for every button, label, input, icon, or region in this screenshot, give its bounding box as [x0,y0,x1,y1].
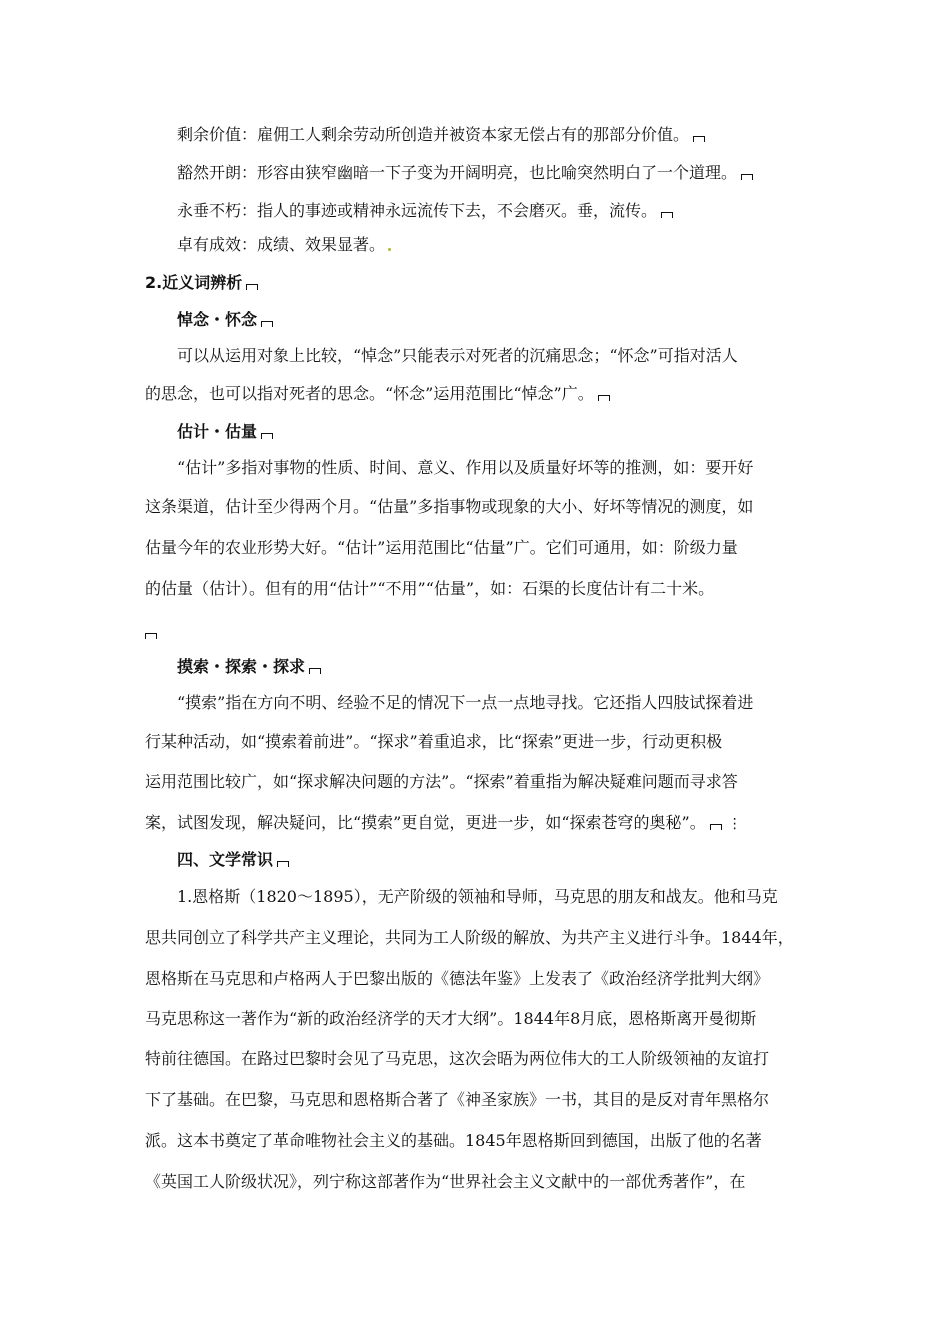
body-line: 的估量（估计）。但有的用“估计”“不用”“估量”，如：石渠的长度估计有二十米。 [145,579,715,598]
paragraph-mark-icon [693,136,705,142]
paragraph-dot-icon [388,248,391,251]
section-heading: 2.近义词辨析 [145,273,258,293]
body-line: 行某种活动，如“摸索着前进”。“探求”着重追求，比“探索”更进一步，行动更积极 [145,732,723,751]
paragraph-mark-icon [710,824,722,830]
paragraph-mark-icon [246,284,258,290]
paragraph-mark-icon [277,861,289,867]
tail-mark: ⋮ [727,816,742,832]
definition-line: 永垂不朽：指人的事迹或精神永远流传下去，不会磨灭。垂，流传。 [177,201,673,221]
paragraph-mark-icon [598,395,610,401]
body-line: 的思念，也可以指对死者的思念。“怀念”运用范围比“悼念”广。 [145,384,610,404]
paragraph-mark-icon [261,433,273,439]
body-line: 估量今年的农业形势大好。“估计”运用范围比“估量”广。它们可通用，如：阶级力量 [145,538,738,557]
section-heading: 四、文学常识 [177,850,289,870]
body-line: 可以从运用对象上比较，“悼念”只能表示对死者的沉痛思念；“怀念”可指对活人 [177,346,738,365]
paragraph-mark-icon [741,174,753,180]
body-line: 下了基础。在巴黎，马克思和恩格斯合著了《神圣家族》一书，其目的是反对青年黑格尔 [145,1090,770,1109]
body-line: 思共同创立了科学共产主义理论，共同为工人阶级的解放、为共产主义进行斗争。1844年， [145,928,794,947]
paragraph-mark-icon [261,321,273,327]
body-line: 恩格斯在马克思和卢格两人于巴黎出版的《德法年鉴》上发表了《政治经济学批判大纲》 [145,969,770,988]
body-line: “估计”多指对事物的性质、时间、意义、作用以及质量好坏等的推测，如：要开好 [177,458,754,477]
body-line [145,622,157,642]
subheading: 摸索・探索・探求 [177,657,321,677]
paragraph-mark-icon [145,633,157,639]
subheading: 估计・估量 [177,422,273,442]
body-line: 派。这本书奠定了革命唯物社会主义的基础。1845年恩格斯回到德国，出版了他的名著 [145,1131,762,1150]
body-line: 这条渠道，估计至少得两个月。“估量”多指事物或现象的大小、好坏等情况的测度，如 [145,497,754,516]
paragraph-mark-icon [661,212,673,218]
body-line: 特前往德国。在路过巴黎时会见了马克思，这次会晤为两位伟大的工人阶级领袖的友谊打 [145,1049,770,1068]
definition-line: 豁然开朗：形容由狭窄幽暗一下子变为开阔明亮，也比喻突然明白了一个道理。 [177,163,753,183]
definition-line: 剩余价值：雇佣工人剩余劳动所创造并被资本家无偿占有的那部分价值。 [177,125,705,145]
subheading: 悼念・怀念 [177,310,273,330]
body-line: 《英国工人阶级状况》，列宁称这部著作为“世界社会主义文献中的一部优秀著作”，在 [145,1172,746,1191]
body-line: “摸索”指在方向不明、经验不足的情况下一点一点地寻找。它还指人四肢试探着进 [177,693,754,712]
definition-line: 卓有成效：成绩、效果显著。 [177,235,391,255]
body-line: 马克思称这一著作为“新的政治经济学的天才大纲”。1844年8月底，恩格斯离开曼彻斯 [145,1009,757,1028]
body-line: 1.恩格斯（1820～1895），无产阶级的领袖和导师，马克思的朋友和战友。他和马克 [177,887,778,906]
paragraph-mark-icon [309,668,321,674]
body-line: 案，试图发现，解决疑问，比“摸索”更自觉，更进一步，如“探索苍穹的奥秘”。 ⋮ [145,813,742,832]
body-line: 运用范围比较广，如“探求解决问题的方法”。“探索”着重指为解决疑难问题而寻求答 [145,772,738,791]
